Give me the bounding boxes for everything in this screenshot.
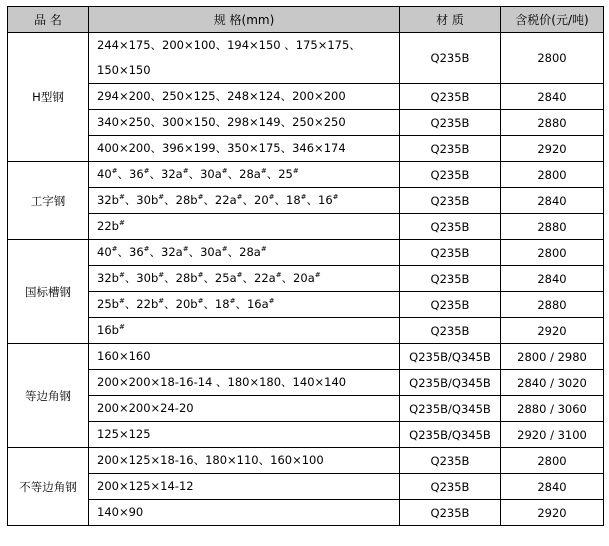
material-cell: Q235B [400, 214, 501, 240]
steel-price-table [7, 6, 604, 526]
material-cell: Q235B [400, 266, 501, 292]
table-row [8, 266, 604, 292]
material-cell: Q235B/Q345B [400, 396, 501, 422]
spec-cell: 400×200、396×199、350×175、346×174 [89, 136, 400, 162]
spec-cell: 16b# [89, 318, 400, 344]
price-cell: 2920 [501, 500, 604, 526]
price-cell: 2840 [501, 84, 604, 110]
product-name-cell: H型钢 [8, 33, 89, 162]
table-row [8, 214, 604, 240]
table-row [8, 110, 604, 136]
table-row [8, 370, 604, 396]
price-cell: 2840 [501, 266, 604, 292]
price-cell: 2800 [501, 162, 604, 188]
price-cell: 2800 [501, 240, 604, 266]
table-row [8, 474, 604, 500]
material-cell: Q235B [400, 292, 501, 318]
material-cell: Q235B/Q345B [400, 370, 501, 396]
table-row [8, 84, 604, 110]
price-cell: 2920 / 3100 [501, 422, 604, 448]
price-cell: 2800 / 2980 [501, 344, 604, 370]
material-cell: Q235B/Q345B [400, 422, 501, 448]
table-row [8, 162, 604, 188]
material-cell: Q235B [400, 188, 501, 214]
table-row [8, 500, 604, 526]
table-row [8, 318, 604, 344]
spec-cell: 32b#、30b#、28b#、25a#、22a#、20a# [89, 266, 400, 292]
header-spec: 规 格(mm) [89, 7, 400, 33]
spec-cell: 22b# [89, 214, 400, 240]
header-name: 品 名 [8, 7, 89, 33]
price-cell: 2800 [501, 448, 604, 474]
material-cell: Q235B/Q345B [400, 344, 501, 370]
price-cell: 2920 [501, 318, 604, 344]
table-row [8, 422, 604, 448]
spec-cell: 140×90 [89, 500, 400, 526]
price-cell: 2840 / 3020 [501, 370, 604, 396]
product-name-cell: 等边角钢 [8, 344, 89, 448]
table-body [8, 33, 604, 526]
product-name-cell: 国标槽钢 [8, 240, 89, 344]
header-price: 含税价(元/吨) [501, 7, 604, 33]
table-row [8, 448, 604, 474]
spec-cell: 40#、36#、32a#、30a#、28a#、25# [89, 162, 400, 188]
table-row [8, 188, 604, 214]
header-material: 材 质 [400, 7, 501, 33]
material-cell: Q235B [400, 500, 501, 526]
material-cell: Q235B [400, 162, 501, 188]
material-cell: Q235B [400, 448, 501, 474]
price-cell: 2840 [501, 188, 604, 214]
product-name-cell: 工字钢 [8, 162, 89, 240]
product-name-cell: 不等边角钢 [8, 448, 89, 526]
material-cell: Q235B [400, 240, 501, 266]
table-row [8, 240, 604, 266]
header-row [8, 7, 604, 33]
price-cell: 2880 [501, 214, 604, 240]
material-cell: Q235B [400, 136, 501, 162]
spec-cell: 125×125 [89, 422, 400, 448]
price-cell: 2800 [501, 33, 604, 84]
spec-cell: 200×125×14-12 [89, 474, 400, 500]
material-cell: Q235B [400, 110, 501, 136]
table-row [8, 344, 604, 370]
spec-cell: 25b#、22b#、20b#、18#、16a# [89, 292, 400, 318]
spec-cell: 32b#、30b#、28b#、22a#、20#、18#、16# [89, 188, 400, 214]
material-cell: Q235B [400, 84, 501, 110]
material-cell: Q235B [400, 33, 501, 84]
table-row [8, 396, 604, 422]
spec-cell: 160×160 [89, 344, 400, 370]
price-cell: 2840 [501, 474, 604, 500]
table-row [8, 33, 604, 84]
table-row [8, 136, 604, 162]
material-cell: Q235B [400, 318, 501, 344]
price-cell: 2880 [501, 292, 604, 318]
spec-cell: 340×250、300×150、298×149、250×250 [89, 110, 400, 136]
price-cell: 2880 [501, 110, 604, 136]
price-cell: 2880 / 3060 [501, 396, 604, 422]
spec-cell: 244×175、200×100、194×150 、175×175、150×150 [89, 33, 400, 84]
material-cell: Q235B [400, 474, 501, 500]
spec-cell: 200×125×18-16、180×110、160×100 [89, 448, 400, 474]
price-cell: 2920 [501, 136, 604, 162]
spec-cell: 40#、36#、32a#、30a#、28a# [89, 240, 400, 266]
spec-cell: 200×200×24-20 [89, 396, 400, 422]
table-row [8, 292, 604, 318]
spec-cell: 200×200×18-16-14 、180×180、140×140 [89, 370, 400, 396]
spec-cell: 294×200、250×125、248×124、200×200 [89, 84, 400, 110]
